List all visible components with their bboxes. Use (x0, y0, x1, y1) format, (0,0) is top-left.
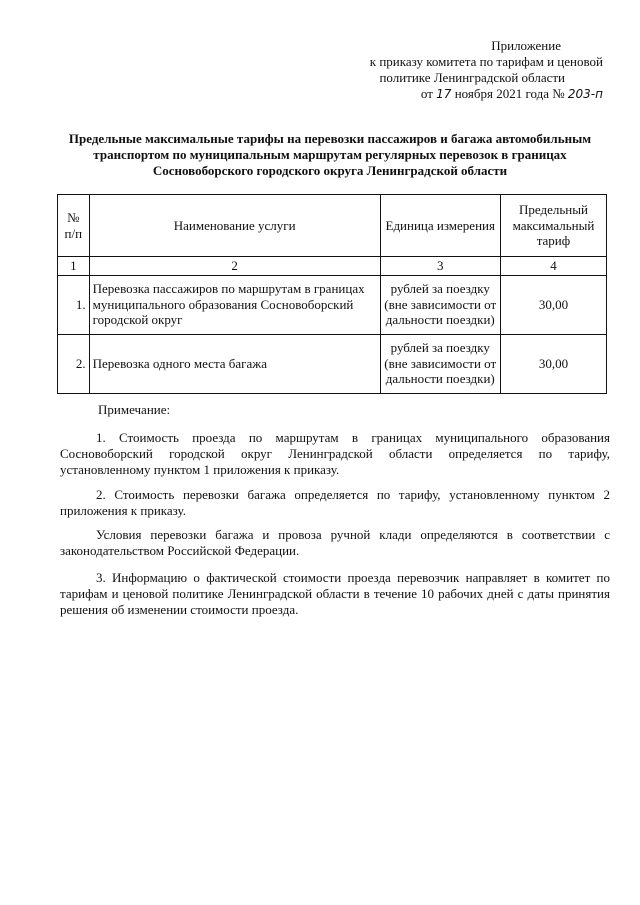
index-cell: 4 (500, 257, 606, 276)
row-tariff: 30,00 (500, 275, 606, 334)
document-title: Предельные максимальные тарифы на перевозки пассажиров и багажа автомобильным транспортом по муниципальным маршрутам регулярных перевозок в границах Сосновоборского городского округа Ленинградской области (68, 131, 592, 178)
row-tariff: 30,00 (500, 334, 606, 393)
order-number: 203-п (567, 87, 603, 101)
note-paragraph (60, 527, 610, 559)
note-paragraph (60, 430, 610, 478)
index-cell: 1 (58, 257, 90, 276)
date-day: 17 (436, 87, 452, 101)
table-header-row (58, 195, 607, 257)
note-text: 2. Стоимость перевозки багажа определяется по тарифу, установленному пунктом 2 приложения к приказу. (60, 487, 610, 518)
header-unit: Единица измерения (380, 195, 500, 257)
date-prefix: от (420, 86, 433, 101)
note-label: Примечание: (98, 402, 171, 417)
header-service: Наименование услуги (89, 195, 380, 257)
date-rest: ноября 2021 года № (454, 86, 565, 101)
header-num: № п/п (58, 195, 90, 257)
row-num: 2. (58, 334, 90, 393)
header-tariff: Предельный максимальный тариф (500, 195, 606, 257)
appendix-authority: политике Ленинградской области (379, 70, 565, 85)
table-row (58, 334, 607, 393)
index-cell: 3 (380, 257, 500, 276)
note-text: 1. Стоимость проезда по маршрутам в границах муниципального образования Сосновоборский городской округ Ленинградской области определяется по тарифу, установленному пунктом 1 приложения к приказу. (60, 430, 610, 477)
row-unit: рублей за поездку (вне зависимости от дальности поездки) (380, 275, 500, 334)
index-cell: 2 (89, 257, 380, 276)
row-unit: рублей за поездку (вне зависимости от дальности поездки) (380, 334, 500, 393)
row-service: Перевозка пассажиров по маршрутам в границах муниципального образования Сосновоборский городской округ (89, 275, 380, 334)
appendix-reference: к приказу комитета по тарифам и ценовой (369, 54, 603, 69)
table-row (58, 275, 607, 334)
appendix-header (370, 38, 603, 102)
order-date-line (370, 86, 603, 102)
table-index-row (58, 257, 607, 276)
note-text: 3. Информацию о фактической стоимости проезда перевозчик направляет в комитет по тарифам и ценовой политике Ленинградской области в течение 10 рабочих дней с даты принятия решения об изменении стоимости проезда. (60, 570, 610, 617)
row-num: 1. (58, 275, 90, 334)
tariff-table (57, 194, 607, 394)
note-paragraph (60, 570, 610, 618)
row-service: Перевозка одного места багажа (89, 334, 380, 393)
appendix-label: Приложение (491, 38, 561, 53)
note-text: Условия перевозки багажа и провоза ручной клади определяются в соответствии с законодательством Российской Федерации. (60, 527, 610, 558)
note-paragraph (60, 487, 610, 519)
